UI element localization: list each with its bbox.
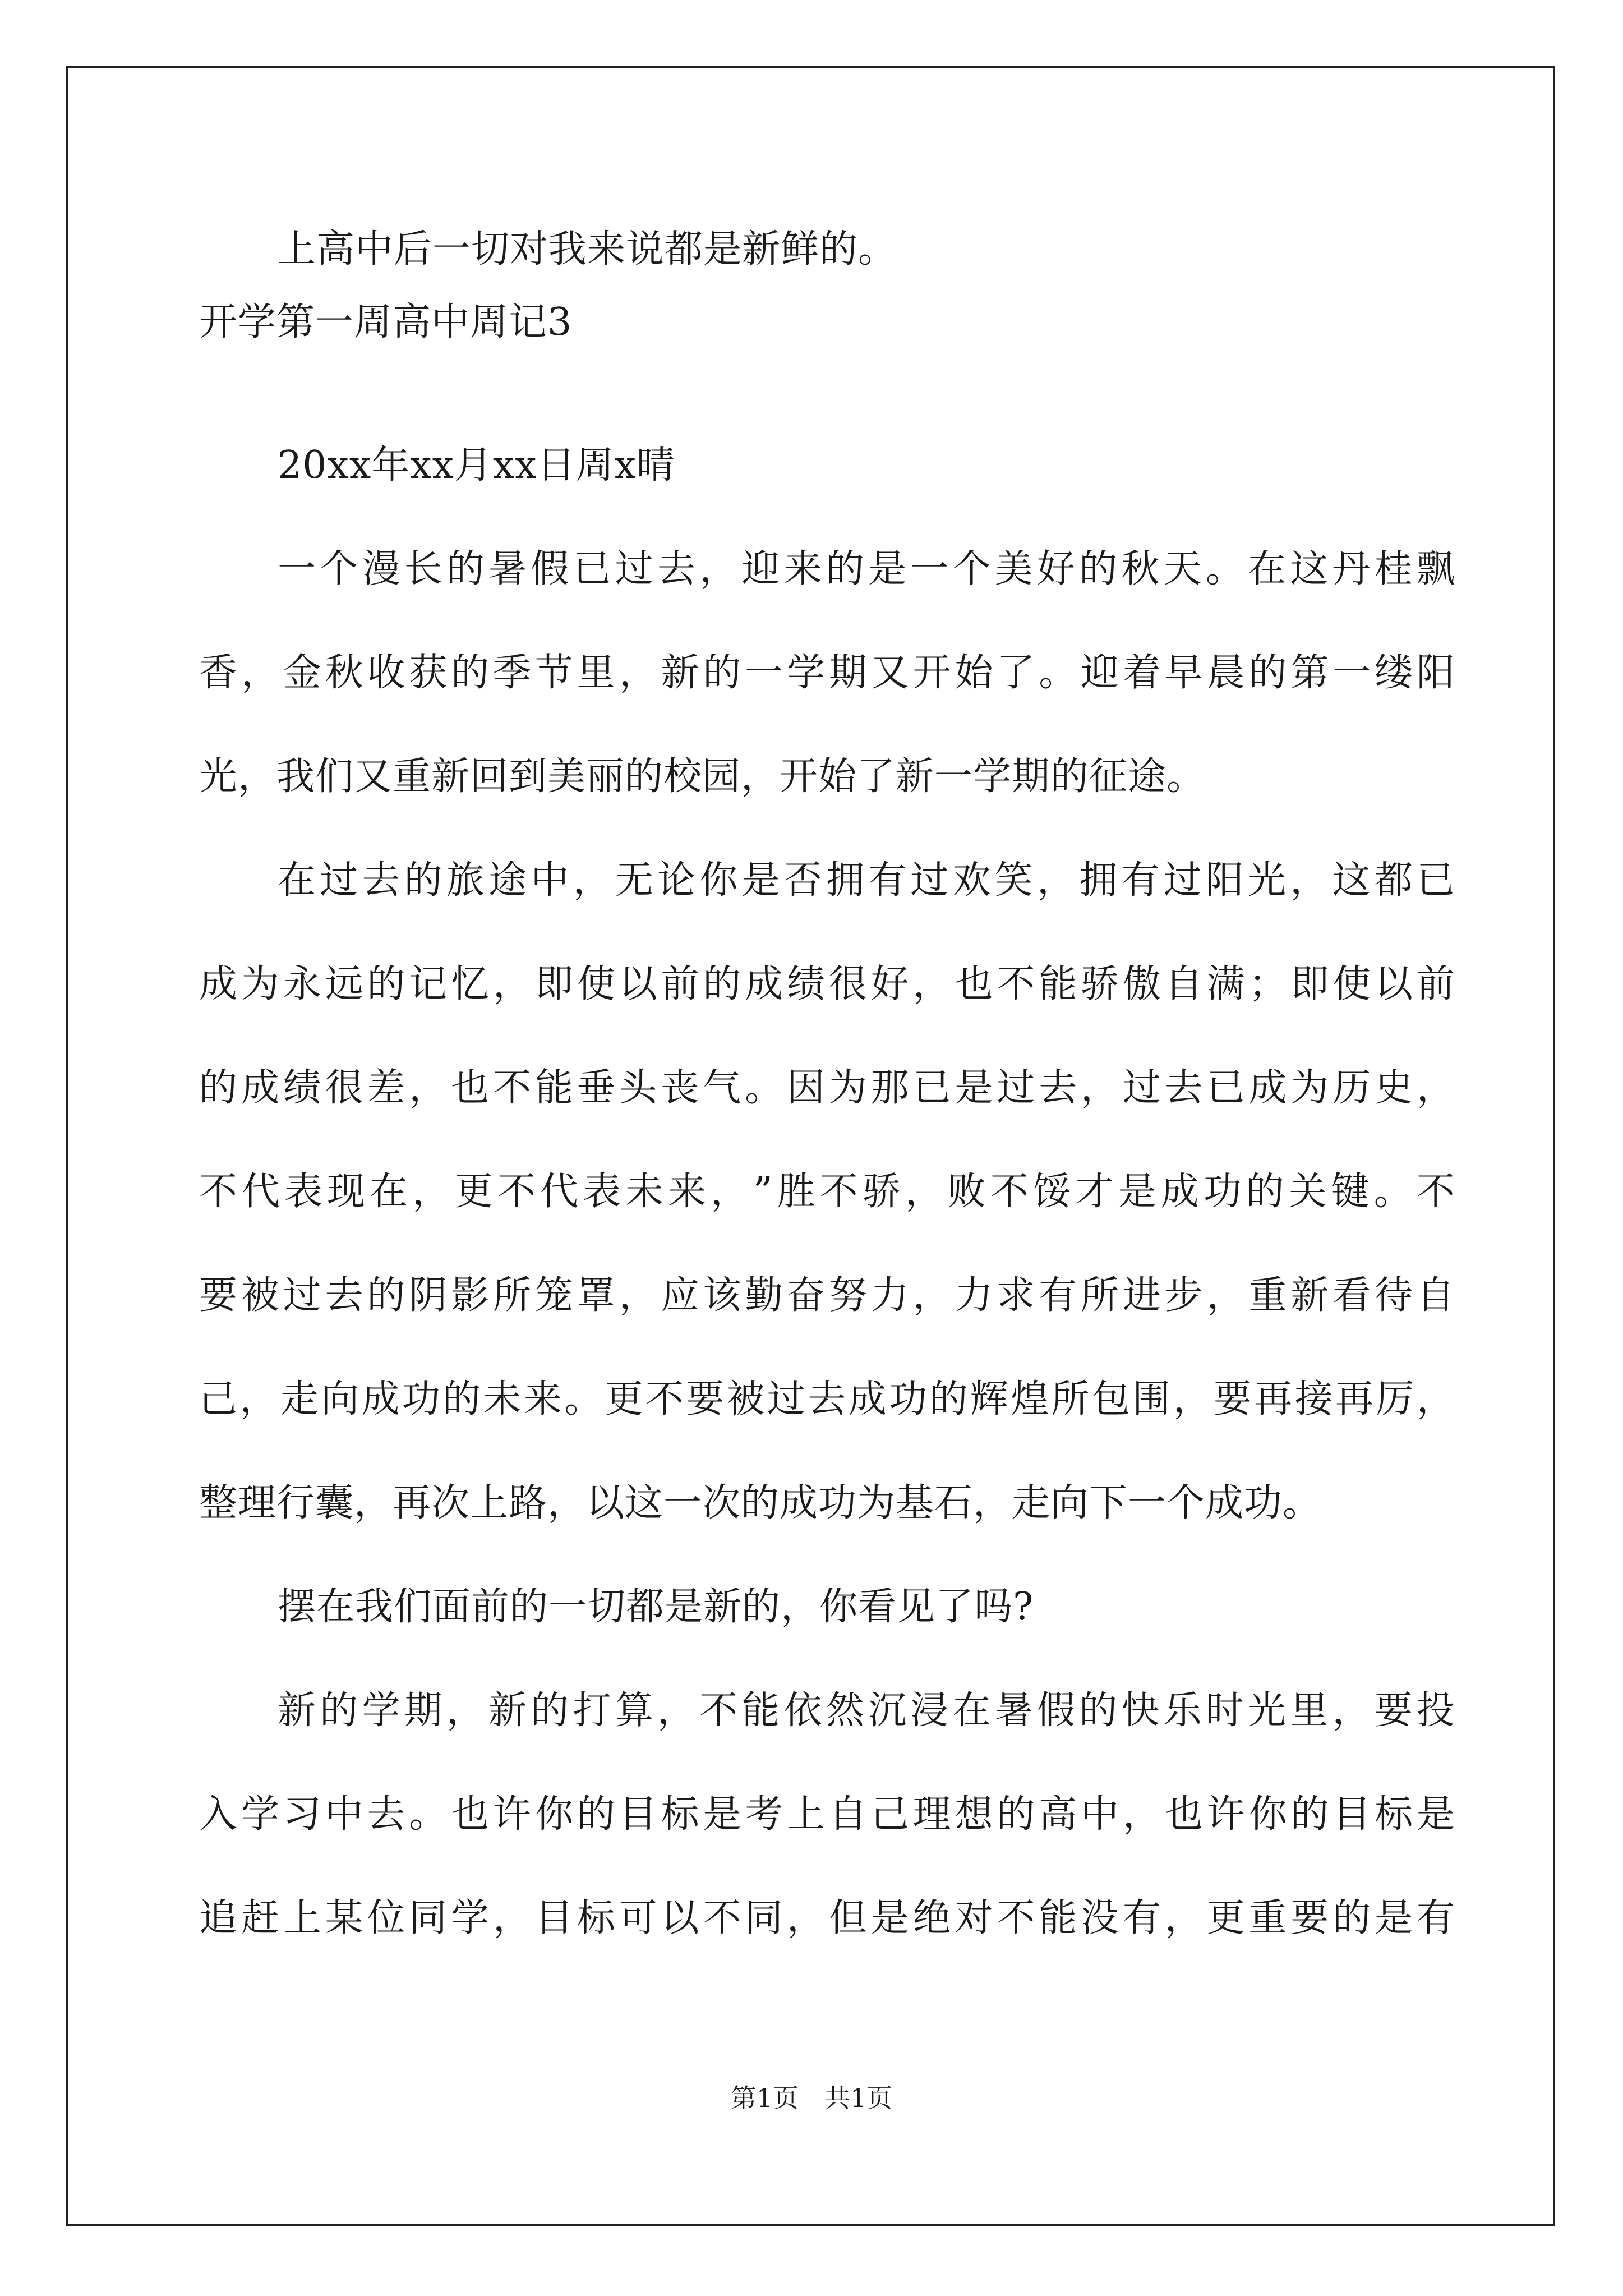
section-title: 开学第一周高中周记3 — [199, 300, 573, 344]
paragraph-line: 摆在我们面前的一切都是新的，你看见了吗? — [278, 1585, 1034, 1629]
date-line: 20xx年xx月xx日周x晴 — [278, 443, 675, 487]
paragraph-line: 己 ， 走 向 成 功 的 未 来 。 更 不 要 被 过 去 成 功 的 辉 煌 所 包 围 ， 要 再 接 再 厉 ， — [199, 1377, 1455, 1421]
paragraph-line: 新 的 学 期 ， 新 的 打 算 ， 不 能 依 然 沉 浸 在 暑 假 的 快 乐 时 光 里 ， 要 投 — [278, 1688, 1455, 1733]
paragraph-line: 整理行囊，再次上路，以这一次的成功为基石，走向下一个成功。 — [199, 1481, 1322, 1525]
paragraph-line: 要 被 过 去 的 阴 影 所 笼 罩 ， 应 该 勤 奋 努 力 ， 力 求 有 所 进 步 ， 重 新 看 待 自 — [199, 1273, 1455, 1318]
paragraph-line: 香 ， 金 秋 收 获 的 季 节 里 ， 新 的 一 学 期 又 开 始 了 。 迎 着 早 晨 的 第 一 缕 阳 — [199, 651, 1455, 695]
paragraph-line: 光，我们又重新回到美丽的校园，开始了新一学期的征途。 — [199, 754, 1206, 799]
paragraph-line: 入 学 习 中 去 。 也 许 你 的 目 标 是 考 上 自 己 理 想 的 高 中 ， 也 许 你 的 目 标 是 — [199, 1792, 1455, 1837]
paragraph-line: 不 代 表 现 在 ， 更 不 代 表 未 来 ， ” 胜 不 骄 ， 败 不 馁 才 是 成 功 的 关 键 。 不 — [199, 1170, 1455, 1214]
paragraph-line: 上高中后一切对我来说都是新鲜的。 — [278, 227, 897, 272]
paragraph-line: 一 个 漫 长 的 暑 假 已 过 去 ， 迎 来 的 是 一 个 美 好 的 秋 天 。 在 这 丹 桂 飘 — [278, 547, 1455, 591]
paragraph-line: 的 成 绩 很 差 ， 也 不 能 垂 头 丧 气 。 因 为 那 已 是 过 去 ， 过 去 已 成 为 历 史 ， — [199, 1066, 1455, 1110]
paragraph-line: 在 过 去 的 旅 途 中 ， 无 论 你 是 否 拥 有 过 欢 笑 ， 拥 有 过 阳 光 ， 这 都 已 — [278, 858, 1455, 903]
paragraph-line: 成 为 永 远 的 记 忆 ， 即 使 以 前 的 成 绩 很 好 ， 也 不 能 骄 傲 自 满 ； 即 使 以 前 — [199, 962, 1455, 1006]
page-footer: 第1页 共1页 — [730, 2083, 893, 2113]
paragraph-line: 追 赶 上 某 位 同 学 ， 目 标 可 以 不 同 ， 但 是 绝 对 不 能 没 有 ， 更 重 要 的 是 有 — [199, 1896, 1455, 1940]
